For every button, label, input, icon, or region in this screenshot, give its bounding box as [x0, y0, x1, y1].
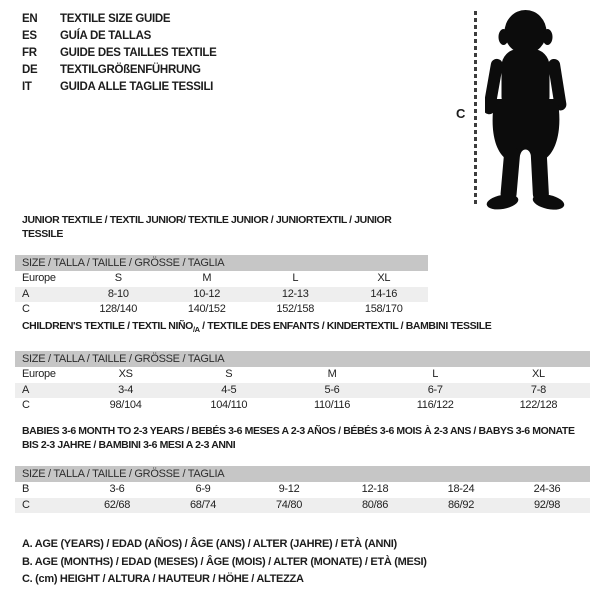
table-cell: 3-6: [109, 483, 125, 495]
table-cell: 62/68: [103, 498, 131, 511]
language-title-list: [22, 11, 217, 96]
language-row: [22, 79, 217, 96]
footnote-b: B. AGE (MONTHS) / EDAD (MESES) / ÂGE (MOIS) / ALTER (MONATE) / ETÀ (MESI): [22, 555, 427, 568]
height-measure-label: C: [456, 106, 466, 121]
table-cell: M: [327, 368, 337, 381]
table-cell: 3-4: [118, 383, 134, 396]
table-row: [15, 287, 428, 303]
table-cell: L: [292, 272, 299, 284]
footnote-a: A. AGE (YEARS) / EDAD (AÑOS) / ÂGE (ANS) / ALTER (JAHRE) / ETÀ (ANNI): [22, 538, 397, 550]
table-row: [15, 302, 428, 318]
row-label: A: [22, 287, 30, 300]
language-row: [22, 11, 217, 28]
table-title: BABIES 3-6 MONTH TO 2-3 YEARS / BEBÉS 3-6 MESES A 2-3 AÑOS / BÉBÉS 3-6 MOIS À 2-3 ANS / BABYS 3-6 MONATE BIS 2-3 JAHRE / BAMBINI 3-6 MESI A 2-3 ANNI: [22, 425, 575, 451]
size-header-bar: SIZE / TALLA / TAILLE / GRÖSSE / TAGLIA: [15, 255, 428, 271]
footnotes: [22, 536, 427, 589]
language-code: DE: [22, 64, 38, 76]
language-code: ES: [22, 30, 37, 42]
table-cell: 18-24: [447, 483, 475, 495]
language-code: EN: [22, 13, 38, 25]
table-cell: 152/158: [276, 303, 315, 315]
row-label: C: [22, 498, 30, 511]
table-cell: 6-7: [427, 383, 443, 396]
table-row: [15, 498, 590, 514]
table-cell: 8-10: [107, 287, 129, 300]
table-cell: 10-12: [193, 287, 221, 300]
language-title: TEXTILGRÖßENFÜHRUNG: [60, 64, 201, 76]
table-cell: 140/152: [187, 303, 226, 315]
row-label: A: [22, 383, 30, 396]
table-cell: XL: [377, 272, 391, 284]
baby-silhouette-icon: [485, 9, 571, 211]
table-title: CHILDREN'S TEXTILE / TEXTIL $NIÑO_{/A}$ / TEXTILE DES ENFANTS / KINDERTEXTIL / BAMBINI TESSILE: [22, 320, 492, 335]
table-cell: XL: [531, 368, 545, 381]
table-row: [15, 271, 428, 287]
table-cell: 68/74: [189, 498, 217, 511]
language-code: FR: [22, 47, 37, 59]
table-cell: 116/122: [416, 399, 454, 412]
table-cell: 12-18: [361, 483, 389, 495]
table-cell: 158/170: [364, 303, 403, 315]
table-cell: 92/98: [533, 498, 561, 511]
table-cell: 128/140: [99, 303, 138, 315]
row-label: B: [22, 483, 30, 495]
table-cell: S: [114, 272, 122, 284]
table-cell: 104/110: [210, 399, 248, 412]
language-row: [22, 45, 217, 62]
table-cell: 74/80: [275, 498, 303, 511]
table-title: JUNIOR TEXTILE / TEXTIL JUNIOR/ TEXTILE JUNIOR / JUNIORTEXTIL / JUNIOR TESSILE: [22, 214, 392, 240]
language-row: [22, 62, 217, 79]
table-cell: M: [202, 272, 212, 284]
language-row: [22, 28, 217, 45]
table-cell: 86/92: [447, 498, 475, 511]
table-cell: 122/128: [519, 399, 558, 412]
size-header-bar: SIZE / TALLA / TAILLE / GRÖSSE / TAGLIA: [15, 466, 590, 482]
language-title: GUÍA DE TALLAS: [60, 30, 151, 42]
table-cell: 12-13: [281, 287, 309, 300]
table-cell: S: [225, 368, 233, 381]
row-label: C: [22, 399, 30, 412]
table-cell: 24-36: [533, 483, 561, 495]
table-cell: 6-9: [195, 483, 211, 495]
table-row: [15, 367, 590, 383]
table-cell: 80/86: [361, 498, 389, 511]
table-cell: 14-16: [370, 287, 398, 300]
row-label: Europe: [22, 368, 56, 381]
table-cell: 110/116: [313, 399, 351, 412]
table-cell: 4-5: [221, 383, 237, 396]
row-label: C: [22, 303, 30, 315]
table-row: [15, 398, 590, 414]
table-cell: XS: [118, 368, 133, 381]
table-row: [15, 383, 590, 399]
table-cell: L: [432, 368, 439, 381]
size-table-block: [15, 319, 590, 414]
table-cell: 98/104: [109, 399, 142, 412]
footnote-c: C. (cm) HEIGHT / ALTURA / HAUTEUR / HÖHE / ALTEZZA: [22, 573, 304, 585]
language-title: GUIDE DES TAILLES TEXTILE: [60, 47, 217, 59]
table-cell: 9-12: [278, 483, 300, 495]
table-row: [15, 482, 590, 498]
language-title: GUIDA ALLE TAGLIE TESSILI: [60, 81, 214, 93]
row-label: Europe: [22, 272, 56, 284]
size-table-block: [15, 424, 590, 513]
height-measure-dashed-line: [474, 11, 477, 207]
table-cell: 5-6: [324, 383, 340, 396]
table-cell: 7-8: [530, 383, 546, 396]
language-title: TEXTILE SIZE GUIDE: [60, 13, 171, 25]
language-code: IT: [22, 81, 32, 93]
size-header-bar: SIZE / TALLA / TAILLE / GRÖSSE / TAGLIA: [15, 351, 590, 367]
size-table-block: [15, 213, 428, 318]
